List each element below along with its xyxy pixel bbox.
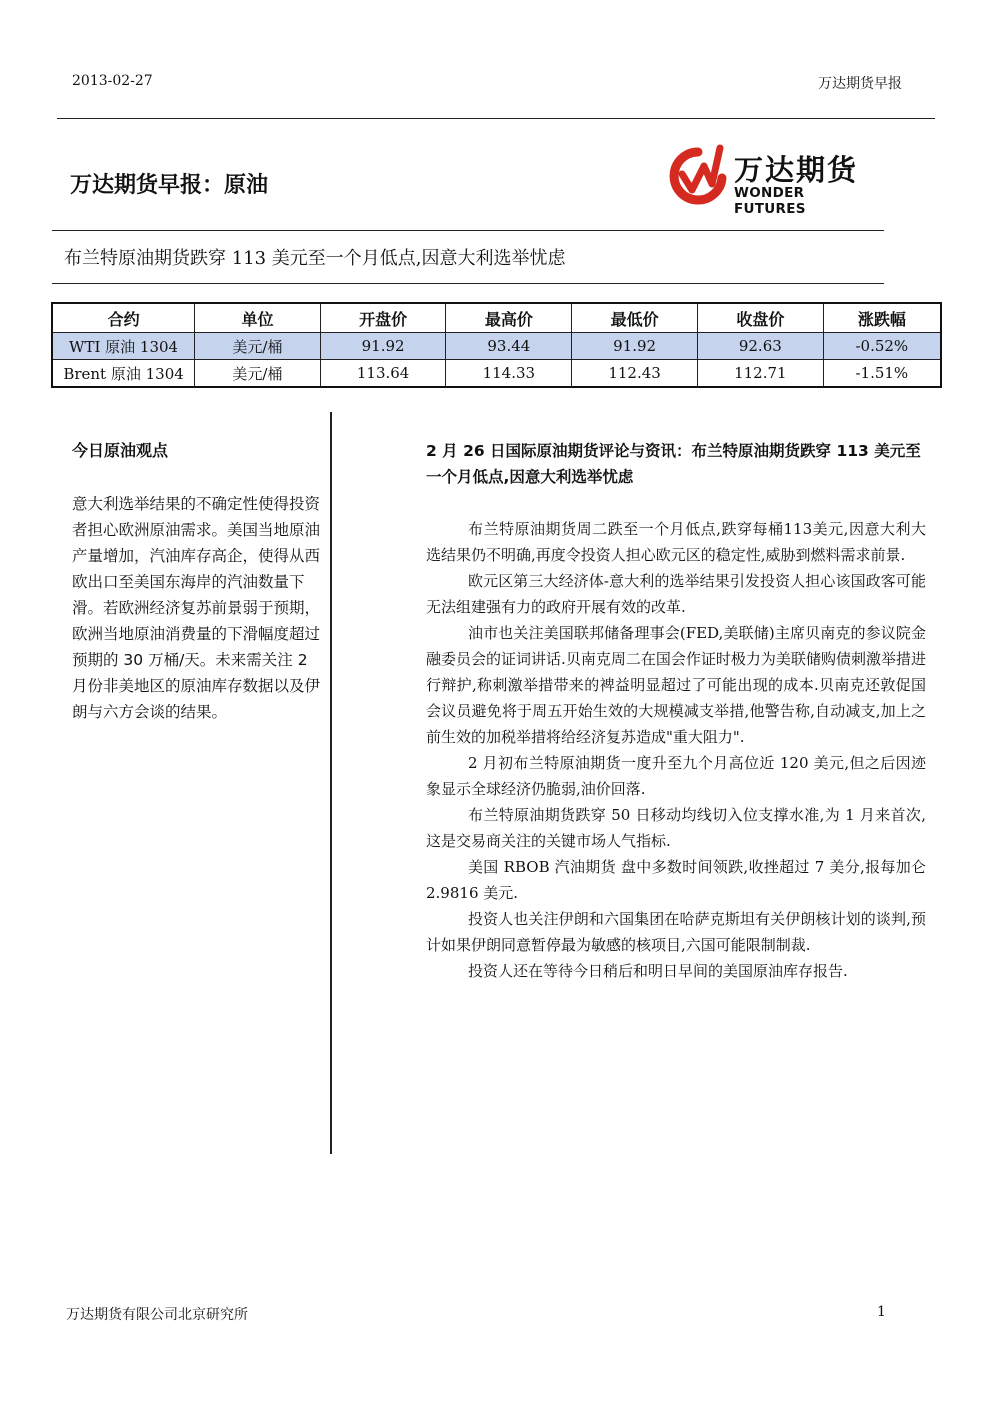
col-header-low: 最低价 bbox=[572, 303, 698, 333]
table-header-row bbox=[52, 303, 941, 333]
cell-unit: 美元/桶 bbox=[195, 333, 321, 360]
header-rule bbox=[57, 118, 935, 119]
news-paragraph: 美国 RBOB 汽油期货 盘中多数时间领跌,收挫超过 7 美分,报每加仑 2.9816 美元. bbox=[426, 858, 926, 902]
col-header-contract: 合约 bbox=[52, 303, 195, 333]
footer-page-number: 1 bbox=[877, 1304, 886, 1320]
cell-close: 112.71 bbox=[697, 360, 823, 388]
table-row bbox=[52, 333, 941, 360]
logo-cn-text: 万达期货 bbox=[734, 153, 859, 187]
cell-low: 91.92 bbox=[572, 333, 698, 360]
col-header-high: 最高价 bbox=[446, 303, 572, 333]
cell-contract: WTI 原油 1304 bbox=[52, 333, 195, 360]
col-header-close: 收盘价 bbox=[697, 303, 823, 333]
subtitle-bottom-rule bbox=[52, 283, 884, 284]
cell-low: 112.43 bbox=[572, 360, 698, 388]
news-paragraph: 投资人也关注伊朗和六国集团在哈萨克斯坦有关伊朗核计划的谈判,预计如果伊朗同意暂停最为敏感的核项目,六国可能限制制裁. bbox=[426, 910, 926, 954]
header-report-name: 万达期货早报 bbox=[818, 76, 902, 92]
cell-change: -1.51% bbox=[823, 360, 941, 388]
news-paragraph: 布兰特原油期货周二跌至一个月低点,跌穿每桶113美元,因意大利大选结果仍不明确,再度令投资人担心欧元区的稳定性,威胁到燃料需求前景. bbox=[426, 520, 926, 564]
subtitle-top-rule bbox=[52, 230, 884, 231]
cell-unit: 美元/桶 bbox=[195, 360, 321, 388]
news-paragraph: 欧元区第三大经济体-意大利的选举结果引发投资人担心该国政客可能无法组建强有力的政府开展有效的改革. bbox=[426, 572, 926, 616]
page-title: 万达期货早报：原油 bbox=[70, 173, 269, 198]
news-paragraph: 油市也关注美国联邦储备理事会(FED,美联储)主席贝南克的参议院金融委员会的证词讲话.贝南克周二在国会作证时极力为美联储购债刺激举措进行辩护,称刺激举措带来的裨益明显超过了可能出现的成本.贝南克还敦促国会议员避免将于周五开始生效的大规模减支举措,他警告称,自动减支,加上之前生效的加税举措将给经济复苏造成"重大阻力". bbox=[426, 624, 926, 746]
footer-company: 万达期货有限公司北京研究所 bbox=[66, 1307, 248, 1323]
cell-contract: Brent 原油 1304 bbox=[52, 360, 195, 388]
price-table bbox=[51, 302, 942, 388]
news-section bbox=[426, 438, 926, 984]
logo-mark-icon bbox=[668, 144, 728, 206]
logo-en-text: WONDER FUTURES bbox=[734, 185, 806, 217]
cell-open: 113.64 bbox=[320, 360, 446, 388]
cell-high: 93.44 bbox=[446, 333, 572, 360]
col-header-open: 开盘价 bbox=[320, 303, 446, 333]
col-header-unit: 单位 bbox=[195, 303, 321, 333]
news-heading: 2 月 26 日国际原油期货评论与资讯：布兰特原油期货跌穿 113 美元至一个月低点,因意大利选举忧虑 bbox=[426, 442, 921, 486]
cell-close: 92.63 bbox=[697, 333, 823, 360]
cell-high: 114.33 bbox=[446, 360, 572, 388]
outlook-heading: 今日原油观点 bbox=[72, 441, 169, 460]
column-divider bbox=[330, 412, 332, 1154]
wonder-futures-logo bbox=[668, 142, 878, 217]
news-paragraph: 2 月初布兰特原油期货一度升至九个月高位近 120 美元,但之后因迹象显示全球经济仍脆弱,油价回落. bbox=[426, 754, 926, 798]
col-header-change: 涨跌幅 bbox=[823, 303, 941, 333]
news-paragraph: 布兰特原油期货跌穿 50 日移动均线切入位支撑水准,为 1 月来首次,这是交易商关注的关键市场人气指标. bbox=[426, 806, 926, 850]
subtitle: 布兰特原油期货跌穿 113 美元至一个月低点,因意大利选举忧虑 bbox=[64, 248, 566, 269]
header-date: 2013-02-27 bbox=[72, 73, 153, 89]
table-row bbox=[52, 360, 941, 388]
news-paragraph: 投资人还在等待今日稍后和明日早间的美国原油库存报告. bbox=[468, 962, 848, 980]
cell-open: 91.92 bbox=[320, 333, 446, 360]
outlook-section bbox=[72, 438, 320, 725]
outlook-body: 意大利选举结果的不确定性使得投资者担心欧洲原油需求。美国当地原油产量增加，汽油库存高企，使得从西欧出口至美国东海岸的汽油数量下滑。若欧洲经济复苏前景弱于预期，欧洲当地原油消费量的下滑幅度超过预期的 30 万桶/天。未来需关注 2 月份非美地区的原油库存数据以及伊朗与六方会谈的结果。 bbox=[72, 495, 321, 721]
cell-change: -0.52% bbox=[823, 333, 941, 360]
